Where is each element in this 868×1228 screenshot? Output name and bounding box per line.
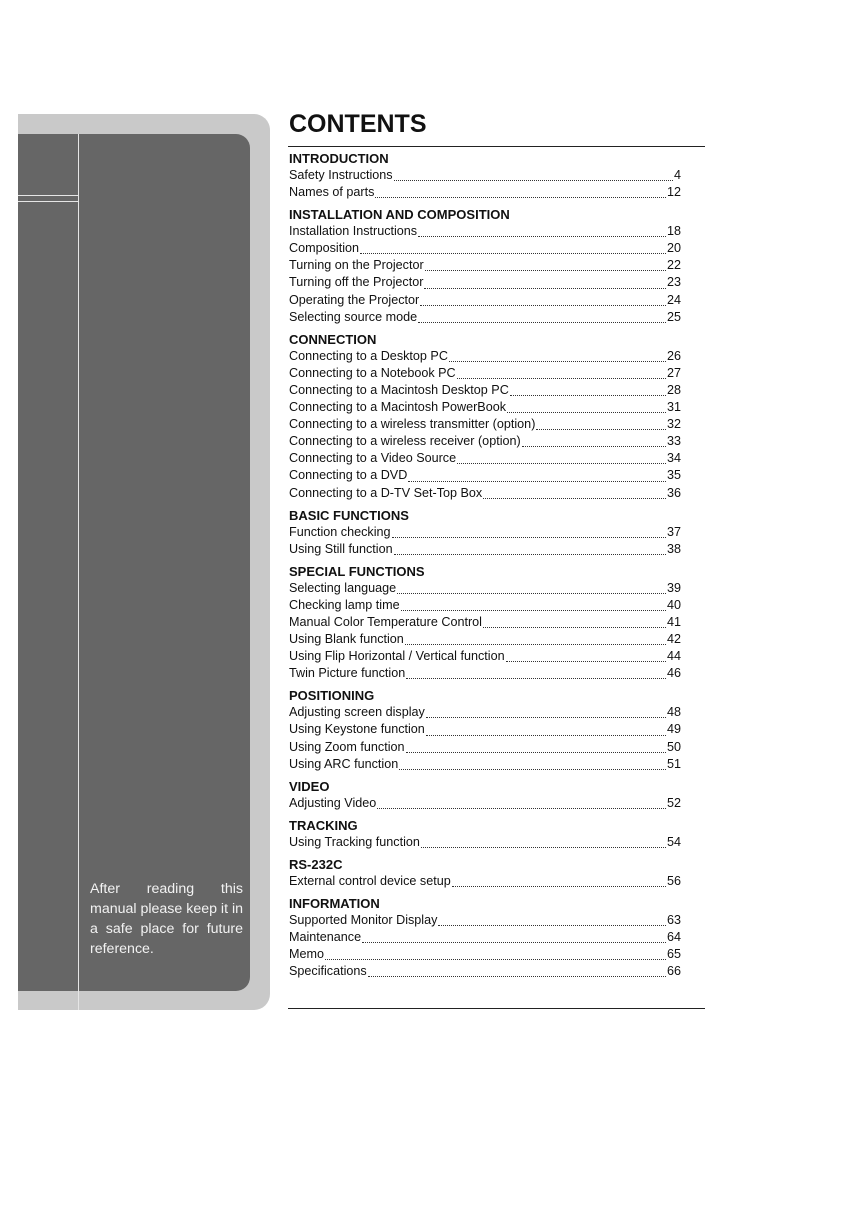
toc-entry[interactable] [289, 597, 681, 614]
toc-entry[interactable] [289, 292, 681, 309]
toc-entry[interactable] [289, 467, 681, 484]
entry-label: Twin Picture function [289, 666, 406, 681]
entry-label: Connecting to a Notebook PC [289, 365, 456, 380]
dot-leader [399, 768, 666, 770]
section-heading: POSITIONING [289, 688, 375, 704]
dot-leader [536, 428, 666, 430]
entry-page-number: 38 [666, 541, 681, 556]
toc-entry[interactable] [289, 348, 681, 365]
dot-leader [397, 592, 666, 594]
entry-label: Using Flip Horizontal / Vertical function [289, 649, 505, 664]
entry-page-number: 66 [666, 964, 681, 979]
toc-entry[interactable] [289, 257, 681, 274]
entry-page-number: 25 [666, 309, 681, 324]
entry-page-number: 36 [666, 485, 681, 500]
sidebar-panel [18, 134, 250, 991]
dot-leader [401, 609, 666, 611]
toc-entry[interactable] [289, 648, 681, 665]
dot-leader [507, 411, 666, 413]
toc-entry[interactable] [289, 721, 681, 738]
dot-leader [483, 626, 666, 628]
entry-page-number: 22 [666, 258, 681, 273]
toc-entry[interactable] [289, 382, 681, 399]
toc-section [289, 895, 681, 980]
entry-label: Adjusting Video [289, 795, 377, 810]
toc-section [289, 507, 681, 558]
entry-page-number: 39 [666, 580, 681, 595]
entry-label: Connecting to a wireless transmitter (option) [289, 417, 536, 432]
section-heading: INSTALLATION AND COMPOSITION [289, 207, 510, 223]
entry-page-number: 24 [666, 292, 681, 307]
toc-section [289, 150, 681, 201]
toc-entry[interactable] [289, 184, 681, 201]
entry-label: Connecting to a Macintosh PowerBook [289, 400, 507, 415]
toc-entry[interactable] [289, 399, 681, 416]
entry-label: Turning on the Projector [289, 258, 424, 273]
entry-label: Function checking [289, 524, 391, 539]
entry-page-number: 27 [666, 365, 681, 380]
toc-entry[interactable] [289, 873, 681, 890]
dot-leader [377, 807, 666, 809]
entry-page-number: 65 [666, 947, 681, 962]
entry-label: Specifications [289, 964, 367, 979]
entry-page-number: 42 [666, 632, 681, 647]
sidebar-horizontal-rule [18, 201, 78, 202]
toc-entry[interactable] [289, 274, 681, 291]
toc-section [289, 817, 681, 851]
entry-page-number: 48 [666, 705, 681, 720]
dot-leader [394, 179, 673, 181]
entry-page-number: 26 [666, 348, 681, 363]
dot-leader [360, 252, 666, 254]
entry-page-number: 56 [666, 873, 681, 888]
toc-entry[interactable] [289, 524, 681, 541]
dot-leader [406, 751, 666, 753]
dot-leader [457, 462, 666, 464]
dot-leader [421, 846, 666, 848]
entry-page-number: 46 [666, 666, 681, 681]
entry-page-number: 35 [666, 468, 681, 483]
dot-leader [362, 941, 666, 943]
section-heading: SPECIAL FUNCTIONS [289, 563, 425, 579]
section-heading: CONNECTION [289, 331, 377, 347]
entry-page-number: 63 [666, 913, 681, 927]
entry-page-number: 37 [666, 524, 681, 539]
entry-page-number: 18 [666, 224, 681, 239]
entry-label: Safety Instructions [289, 168, 393, 182]
sidebar-vertical-rule [78, 134, 79, 1010]
toc-entry[interactable] [289, 739, 681, 756]
dot-leader [457, 377, 666, 379]
entry-label: Selecting source mode [289, 309, 418, 324]
entry-label: Maintenance [289, 930, 362, 945]
entry-label: Selecting language [289, 580, 397, 595]
entry-page-number: 64 [666, 930, 681, 945]
toc-entry[interactable] [289, 614, 681, 631]
entry-label: Operating the Projector [289, 292, 420, 307]
dot-leader [426, 716, 666, 718]
entry-label: Connecting to a Desktop PC [289, 348, 448, 363]
section-heading: INFORMATION [289, 896, 380, 911]
toc-entry[interactable] [289, 485, 681, 502]
entry-label: Names of parts [289, 185, 375, 200]
dot-leader [368, 975, 666, 977]
toc-entry[interactable] [289, 580, 681, 597]
section-heading: INTRODUCTION [289, 151, 389, 166]
entry-label: Installation Instructions [289, 224, 418, 239]
entry-label: Connecting to a Macintosh Desktop PC [289, 382, 509, 397]
sidebar-horizontal-rule [18, 195, 78, 196]
entry-label: Using Tracking function [289, 834, 420, 849]
entry-page-number: 28 [666, 382, 681, 397]
toc-entry[interactable] [289, 795, 681, 812]
section-heading: RS-232C [289, 856, 343, 872]
toc-section [289, 206, 681, 326]
page-title: CONTENTS [289, 110, 427, 138]
dot-leader [452, 885, 666, 887]
toc-entry[interactable] [289, 963, 681, 980]
toc-entry[interactable] [289, 416, 681, 433]
dot-leader [408, 480, 666, 482]
entry-label: Turning off the Projector [289, 275, 424, 290]
entry-page-number: 40 [666, 597, 681, 612]
entry-page-number: 41 [666, 614, 681, 629]
entry-page-number: 12 [666, 185, 681, 200]
entry-page-number: 23 [666, 275, 681, 290]
entry-page-number: 32 [666, 417, 681, 432]
section-heading: TRACKING [289, 817, 358, 833]
toc-section [289, 331, 681, 502]
dot-leader [325, 958, 666, 960]
section-heading: VIDEO [289, 778, 330, 794]
entry-page-number: 4 [673, 168, 681, 182]
entry-page-number: 31 [666, 400, 681, 415]
toc-entry[interactable] [289, 223, 681, 240]
dot-leader [420, 304, 666, 306]
toc-entry[interactable] [289, 756, 681, 773]
dot-leader [418, 235, 666, 237]
section-heading: BASIC FUNCTIONS [289, 507, 409, 523]
toc-entry[interactable] [289, 704, 681, 721]
dot-leader [522, 445, 666, 447]
table-of-contents [289, 150, 681, 985]
dot-leader [406, 677, 666, 679]
toc-entry[interactable] [289, 365, 681, 382]
entry-page-number: 51 [666, 756, 681, 771]
dot-leader [424, 287, 666, 289]
toc-entry[interactable] [289, 665, 681, 682]
entry-page-number: 49 [666, 722, 681, 737]
dot-leader [394, 553, 666, 555]
entry-page-number: 44 [666, 649, 681, 664]
toc-section [289, 563, 681, 683]
entry-label: Using Blank function [289, 632, 404, 647]
entry-label: Connecting to a D-TV Set-Top Box [289, 485, 483, 500]
entry-page-number: 34 [666, 451, 681, 466]
entry-label: Adjusting screen display [289, 705, 425, 720]
toc-entry[interactable] [289, 929, 681, 946]
toc-entry[interactable] [289, 631, 681, 648]
toc-entry[interactable] [289, 541, 681, 558]
toc-entry[interactable] [289, 834, 681, 851]
entry-label: Using Keystone function [289, 722, 425, 737]
entry-label: External control device setup [289, 873, 451, 888]
entry-page-number: 50 [666, 739, 681, 754]
toc-section [289, 687, 681, 772]
toc-entry[interactable] [289, 433, 681, 450]
dot-leader [392, 536, 666, 538]
dot-leader [483, 497, 666, 499]
entry-label: Using Zoom function [289, 739, 405, 754]
dot-leader [449, 360, 666, 362]
entry-label: Memo [289, 947, 324, 962]
toc-entry[interactable] [289, 450, 681, 467]
dot-leader [426, 734, 666, 736]
entry-label: Using Still function [289, 541, 393, 556]
toc-entry[interactable] [289, 167, 681, 184]
toc-section [289, 856, 681, 890]
toc-entry[interactable] [289, 946, 681, 963]
toc-entry[interactable] [289, 912, 681, 929]
entry-page-number: 54 [666, 834, 681, 849]
entry-page-number: 33 [666, 434, 681, 449]
toc-section [289, 778, 681, 812]
sidebar-note: After reading this manual please keep it in a safe place for future reference. [90, 881, 244, 957]
entry-label: Checking lamp time [289, 597, 400, 612]
dot-leader [375, 196, 666, 198]
dot-leader [425, 269, 666, 271]
dot-leader [438, 924, 666, 926]
entry-label: Connecting to a wireless receiver (option) [289, 434, 521, 449]
footer-divider [288, 1008, 705, 1009]
entry-label: Supported Monitor Display [289, 913, 438, 927]
entry-label: Manual Color Temperature Control [289, 614, 482, 629]
title-divider [288, 146, 705, 147]
entry-page-number: 52 [666, 795, 681, 810]
toc-entry[interactable] [289, 240, 681, 257]
entry-page-number: 20 [666, 241, 681, 256]
dot-leader [510, 394, 666, 396]
dot-leader [418, 321, 666, 323]
entry-label: Connecting to a Video Source [289, 451, 457, 466]
entry-label: Composition [289, 241, 359, 256]
toc-entry[interactable] [289, 309, 681, 326]
entry-label: Using ARC function [289, 756, 399, 771]
dot-leader [405, 643, 666, 645]
entry-label: Connecting to a DVD [289, 468, 408, 483]
dot-leader [506, 660, 666, 662]
